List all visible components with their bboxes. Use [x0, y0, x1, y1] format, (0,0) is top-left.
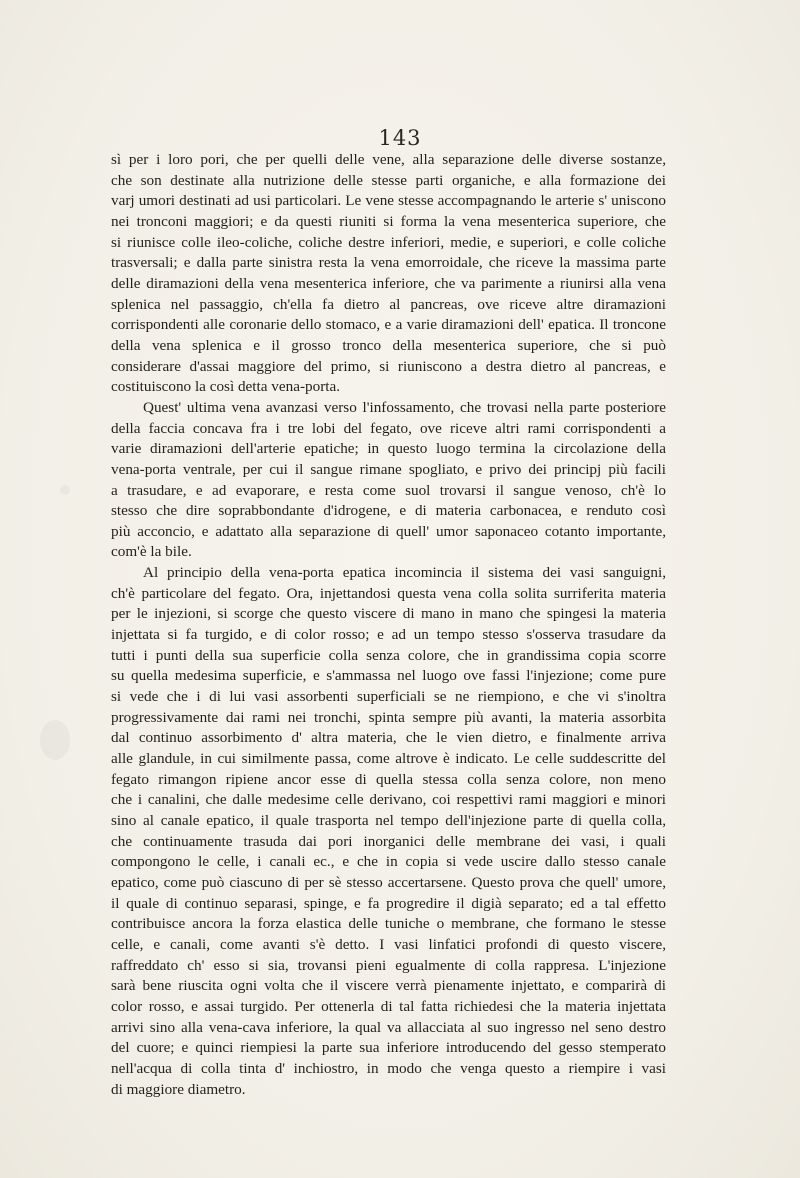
text-line: della faccia concava fra i tre lobi del fegato, ove riceve altri rami corrispondenti a: [111, 419, 666, 437]
text-line: del cuore; e quinci riempiesi la parte sua inferiore introducendo del gesso stemperato: [111, 1039, 666, 1057]
text-line: a trasudare, e ad evaporare, e resta come suol trovarsi il sangue venoso, ch'è lo: [111, 481, 666, 499]
text-line: costituiscono la così detta vena-porta.: [111, 378, 341, 396]
paragraph: [111, 150, 666, 398]
text-line: epatico, come può ciascuno di per sè stesso accertarsene. Questo prova che quell' umore,: [111, 873, 666, 891]
text-line: tutti i punti della sua superficie colla senza colore, che in grandissima copia scorre: [111, 646, 666, 664]
text-line: progressivamente dai rami nei tronchi, spinta sempre più avanti, la materia assorbita: [111, 708, 666, 726]
text-line: nei tronconi maggiori; e da questi riuniti si forma la vena mesenterica superiore, che: [111, 212, 666, 230]
text-line: per le injezioni, si scorge che questo viscere di mano in mano che spingesi la materia: [111, 605, 666, 623]
text-line: si vede che i di lui vasi assorbenti superficiali se ne riempiono, e che vi s'inoltra: [111, 688, 666, 706]
text-line: splenica nel passaggio, ch'ella fa dietro al pancreas, ove riceve altre diramazioni: [111, 295, 666, 313]
text-line: della vena splenica e il grosso tronco della mesenterica superiore, che si può: [111, 336, 666, 354]
text-line: alle glandule, in cui similmente passa, come altrove è indicato. Le celle suddescritte del: [111, 750, 666, 768]
text-line: su quella medesima superficie, e s'ammassa nel luogo ove fassi l'injezione; come pure: [111, 667, 666, 685]
text-line: color rosso, e assai turgido. Per ottenerla di tal fatta richiedesi che la materia injettata: [111, 997, 666, 1015]
paragraph: [111, 563, 666, 1100]
text-line: sì per i loro pori, che per quelli delle vene, alla separazione delle diverse sostanze,: [111, 151, 666, 168]
text-line: varie diramazioni dell'arterie epatiche; in questo luogo termina la circolazione della: [111, 440, 666, 458]
text-line: sarà bene riuscita ogni volta che il viscere verrà pienamente injettato, e comparirà di: [111, 977, 666, 995]
paper-stain: [60, 485, 70, 495]
text-line: Quest' ultima vena avanzasi verso l'infossamento, che trovasi nella parte posteriore: [143, 398, 666, 416]
page-number: 143: [378, 126, 422, 150]
body-text: [111, 150, 666, 1100]
paragraph: [111, 398, 666, 563]
text-line: raffreddato ch' esso si sia, trovansi pieni egualmente di colla rappresa. L'injezione: [111, 956, 666, 974]
text-line: dal continuo assorbimento d' altra materia, che le vien dietro, e finalmente arriva: [111, 729, 666, 747]
text-line: ch'è particolare del fegato. Ora, injettandosi questa vena colla solita surriferita materia: [111, 584, 666, 602]
text-line: il quale di continuo separasi, spinge, e fa progredire il digià separato; ed a tal effetto: [111, 894, 666, 912]
text-line: contribuisce ancora la forza elastica delle tuniche o membrane, che formano le stesse: [111, 915, 666, 933]
text-line: varj umori destinati ad usi particolari. Le vene stesse accompagnando le arterie s' uniscono: [111, 192, 666, 210]
text-line: considerare d'assai maggiore del primo, si riuniscono a destra dietro al pancreas, e: [111, 357, 666, 375]
text-line: corrispondenti alle coronarie dello stomaco, e a varie diramazioni dell' epatica. Il troncone: [111, 316, 666, 334]
text-line: stesso che dire soprabbondante d'idrogene, e di materia carbonacea, e renduto così: [111, 502, 666, 520]
text-line: injettata si fa turgido, e di color rosso; e ad un tempo stesso s'osserva trasudare da: [111, 626, 666, 644]
text-line: arrivi sino alla vena-cava inferiore, la qual va allacciata al suo ingresso nel seno destro: [111, 1018, 666, 1036]
text-line: che continuamente trasuda dai pori inorganici delle membrane dei vasi, i quali: [111, 832, 666, 850]
text-line: che son destinate alla nutrizione delle stesse parti organiche, e alla formazione dei: [111, 171, 666, 189]
text-line: nell'acqua di colla tinta d' inchiostro, in modo che venga questo a riempire i vasi: [111, 1059, 666, 1077]
text-line: si riunisce colle ileo-coliche, coliche destre inferiori, medie, e superiori, e colle coliche: [111, 233, 666, 251]
text-line: trasversali; e dalla parte sinistra resta la vena emorroidale, che riceve la massima parte: [111, 254, 666, 272]
text-line: celle, e canali, come avanti s'è detto. I vasi linfatici profondi di questo viscere,: [111, 935, 666, 953]
text-line: sino al canale epatico, il quale trasporta nel tempo dell'injezione parte di quella colla,: [111, 812, 666, 829]
paper-stain: [40, 720, 70, 760]
text-line: Al principio della vena-porta epatica incomincia il sistema dei vasi sanguigni,: [143, 564, 666, 582]
text-line: di maggiore diametro.: [111, 1080, 246, 1098]
text-line: compongono le celle, i canali ec., e che in copia si vede uscire dallo stesso canale: [111, 853, 666, 871]
text-line: più acconcio, e adattato alla separazione di quell' umor saponaceo cotanto importante,: [111, 522, 666, 540]
text-line: che i canalini, che dalle medesime celle derivano, coi respettivi rami maggiori e minori: [111, 791, 666, 809]
text-line: vena-porta ventrale, per cui il sangue rimane spogliato, e privo dei principj più facili: [111, 460, 666, 478]
text-line: com'è la bile.: [111, 543, 192, 561]
text-line: fegato rimangon ripiene ancor esse di quella stessa colla senza colore, non meno: [111, 770, 666, 788]
text-line: delle diramazioni della vena mesenterica inferiore, che va parimente a riunirsi alla vena: [111, 274, 666, 292]
